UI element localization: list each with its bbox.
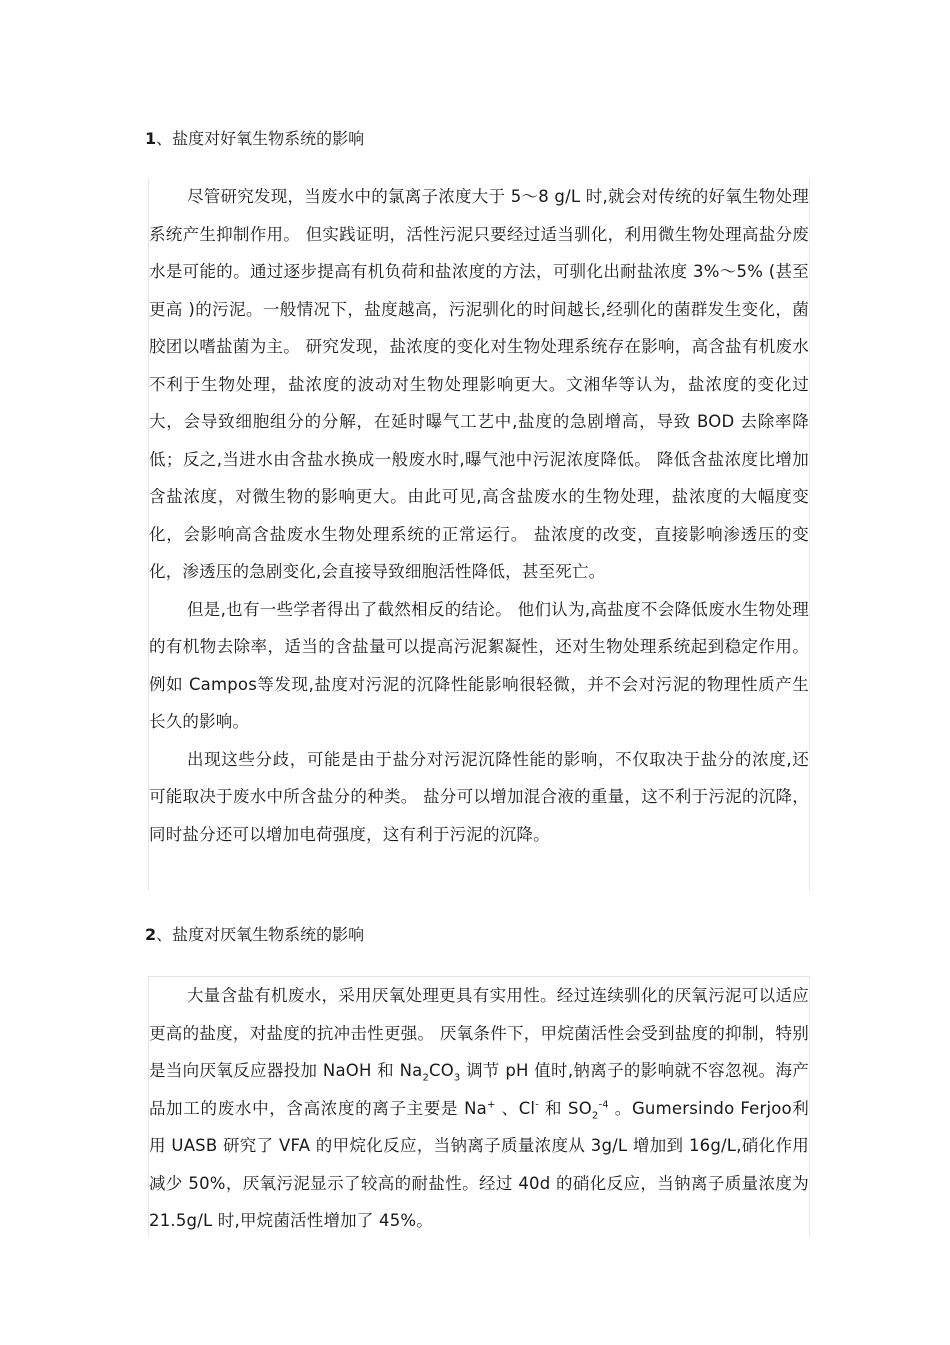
section1-paragraph-1: 尽管研究发现，当废水中的氯离子浓度大于 5～8 g/L 时,就会对传统的好氧生物处理系统产生抑制作用。 但实践证明，活性污泥只要经过适当驯化，利用微生物处理高盐分废水是可能的。通过逐步提高有机负荷和盐浓度的方法，可驯化出耐盐浓度 3%～5% (甚至更高 )的污泥。一般情况下，盐度越高，污泥驯化的时间越长,经驯化的菌群发生变化，菌胶团以嗜盐菌为主。 研究发现，盐浓度的变化对生物处理系统存在影响，高含盐有机废水不利于生物处理，盐浓度的波动对生物处理影响更大。文湘华等认为，盐浓度的变化过大，会导致细胞组分的分解，在延时曝气工艺中,盐度的急剧增高，导致 BOD 去除率降低；反之,当进水由含盐水换成一般废水时,曝气池中污泥浓度降低。 降低含盐浓度比增加含盐浓度，对微生物的影响更大。由此可见,高含盐废水的生物处理，盐浓度的大幅度变化，会影响高含盐废水生物处理系统的正常运行。 盐浓度的改变，直接影响渗透压的变化，渗透压的急剧变化,会直接导致细胞活性降低，甚至死亡。	[149, 187, 809, 581]
s2-text-f: 。Gumersindo Ferjoo利用 UASB 研究了 VFA 的甲烷化反应，当钠离子质量浓度从 3g/L 增加到 16g/L,硝化作用减少 50%，厌氧污泥显示了较高的耐盐性。经过 40d 的硝化反应，当钠离子质量浓度为 21.5g/L 时,甲烷菌活性增加了 45%。	[149, 1098, 810, 1230]
s2-text-e: 和 SO	[539, 1098, 592, 1118]
s2-text-a: 大量含盐有机废水，采用厌氧处理更具有实用性。经过连续驯化的厌氧污泥可以适应更高的盐度，对盐度的抗冲击性更强。 厌氧条件下，甲烷菌活性会受到盐度的抑制，特别是当向厌氧反应器投加 NaOH 和 Na	[149, 986, 809, 1080]
s2-text-c: 调节 pH 值时,钠离子的影响就不容忽视。海产品加工的废水中，含高浓度的离子主要是 Na	[149, 1061, 809, 1118]
s2-sup-minus: -	[535, 1099, 540, 1110]
s2-sub-3: 3	[453, 1072, 461, 1084]
section2-heading	[145, 925, 364, 945]
section1-number: 1	[145, 129, 157, 148]
section2-title: 、盐度对厌氧生物系统的影响	[156, 925, 365, 944]
s2-text-b: CO	[429, 1061, 454, 1080]
s2-sub-so: 2	[591, 1109, 599, 1121]
s2-sup-plus: +	[487, 1099, 496, 1110]
section2-body	[148, 976, 810, 1237]
section1-paragraph-2: 但是,也有一些学者得出了截然相反的结论。 他们认为,高盐度不会降低废水生物处理的有机物去除率，适当的含盐量可以提高污泥絮凝性，还对生物处理系统起到稳定作用。例如 Campos等发现,盐度对污泥的沉降性能影响很轻微，并不会对污泥的物理性质产生长久的影响。	[149, 599, 809, 731]
s2-text-d: 、Cl	[495, 1098, 536, 1118]
section1-body	[148, 178, 810, 891]
s2-sup-so: -4	[598, 1099, 609, 1110]
section1-paragraph-3: 出现这些分歧，可能是由于盐分对污泥沉降性能的影响，不仅取决于盐分的浓度,还可能取决于废水中所含盐分的种类。 盐分可以增加混合液的重量，这不利于污泥的沉降，同时盐分还可以增加电荷强度，这有利于污泥的沉降。	[149, 749, 809, 844]
section2-number: 2	[145, 925, 157, 944]
section2-paragraph-1	[149, 977, 809, 1240]
section1-heading	[145, 129, 364, 149]
section1-title: 、盐度对好氧生物系统的影响	[156, 129, 365, 148]
s2-sub-2: 2	[422, 1072, 429, 1084]
